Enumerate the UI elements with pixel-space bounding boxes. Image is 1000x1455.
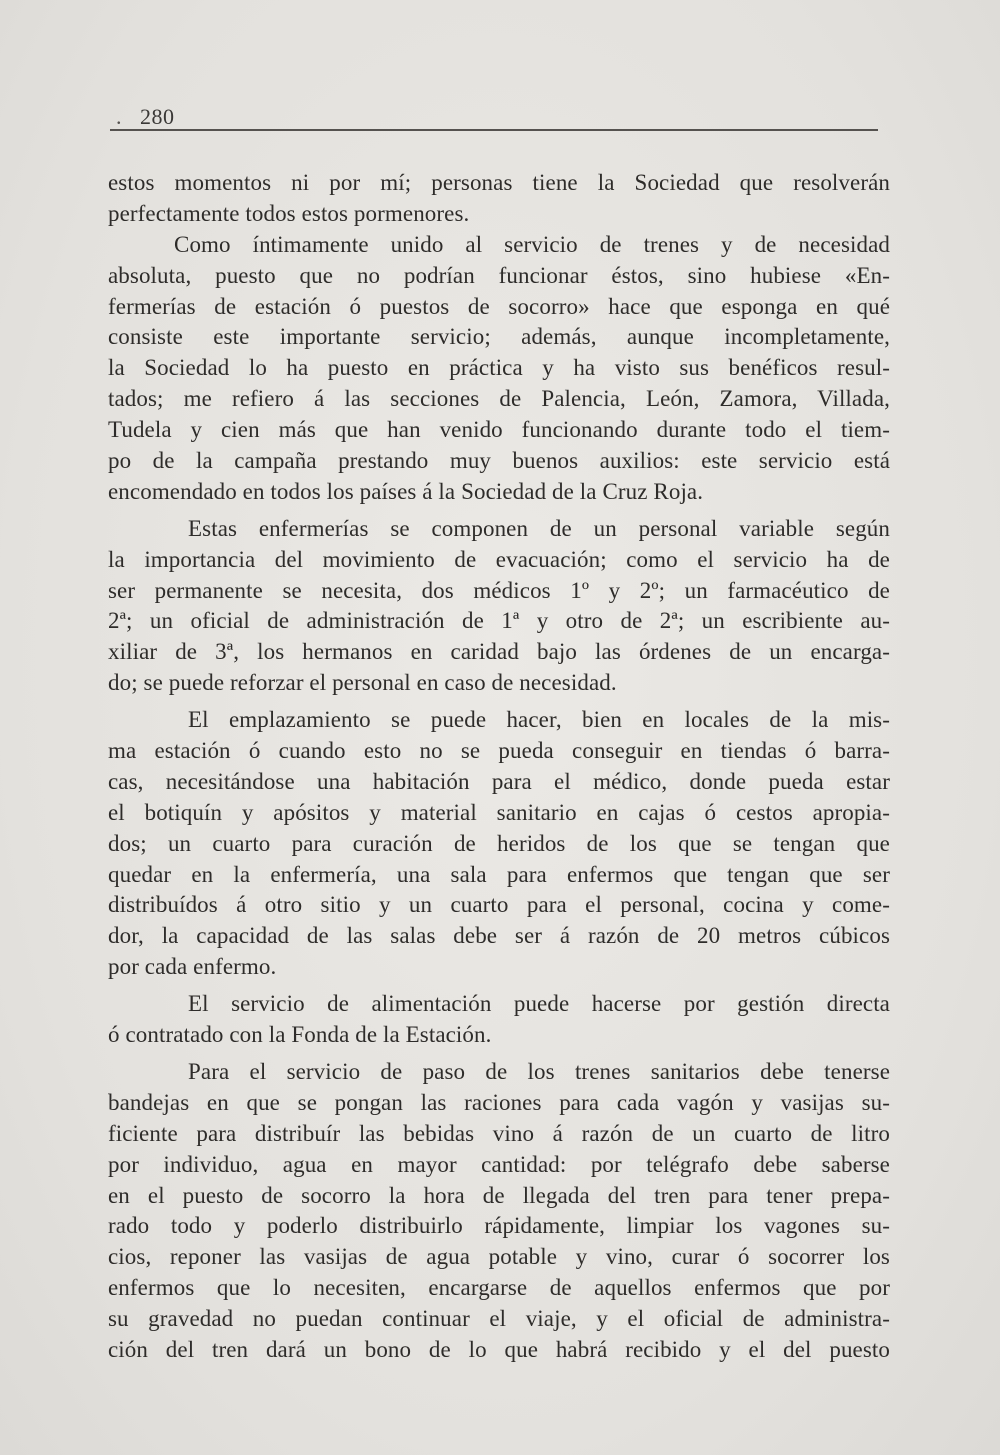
text-line: 2ª; un oficial de administración de 1ª y otro de 2ª; un escribiente au- — [108, 608, 890, 634]
paragraph — [108, 989, 890, 1051]
page-marker: . — [116, 104, 122, 129]
text-line: ma estación ó cuando esto no se pueda conseguir en tiendas ó barra- — [108, 738, 890, 764]
text-line: ó contratado con la Fonda de la Estación. — [108, 1022, 492, 1048]
text-line: por individuo, agua en mayor cantidad: por telégrafo debe saberse — [108, 1151, 890, 1177]
text-line: enfermos que lo necesiten, encargarse de aquellos enfermos que por — [108, 1275, 890, 1301]
text-line: consiste este importante servicio; además, aunque incompletamente, — [108, 324, 890, 350]
text-line: su gravedad no puedan continuar el viaje, y el oficial de administra- — [108, 1306, 890, 1332]
text-line: Como íntimamente unido al servicio de trenes y de necesidad — [174, 231, 890, 257]
text-line: la Sociedad lo ha puesto en práctica y ha visto sus benéficos resul- — [108, 355, 890, 381]
text-line: por cada enfermo. — [108, 954, 277, 980]
body-text — [108, 168, 890, 1366]
text-line: la importancia del movimiento de evacuación; como el servicio ha de — [108, 546, 890, 572]
text-line: xiliar de 3ª, los hermanos en caridad bajo las órdenes de un encarga- — [108, 639, 890, 665]
text-line: dor, la capacidad de las salas debe ser á razón de 20 metros cúbicos — [108, 923, 890, 949]
paragraph — [108, 514, 890, 699]
text-line: po de la campaña prestando muy buenos auxilios: este servicio está — [108, 448, 890, 474]
text-line: ficiente para distribuír las bebidas vino á razón de un cuarto de litro — [108, 1120, 890, 1146]
header-rule — [110, 129, 878, 131]
text-line: Tudela y cien más que han venido funcionando durante todo el tiem- — [108, 417, 890, 443]
paragraph — [108, 230, 890, 508]
text-line: cas, necesitándose una habitación para el médico, donde pueda estar — [108, 768, 890, 794]
text-line: dos; un cuarto para curación de heridos de los que se tengan que — [108, 830, 890, 856]
text-line: Para el servicio de paso de los trenes sanitarios debe tenerse — [188, 1058, 890, 1084]
text-line: Estas enfermerías se componen de un personal variable según — [188, 515, 890, 541]
text-line: El servicio de alimentación puede hacerse por gestión directa — [188, 991, 890, 1017]
paragraph — [108, 705, 890, 983]
text-line: bandejas en que se pongan las raciones para cada vagón y vasijas su- — [108, 1089, 890, 1115]
text-line: fermerías de estación ó puestos de socorro» hace que esponga en qué — [108, 293, 890, 319]
text-line: rado todo y poderlo distribuirlo rápidamente, limpiar los vagones su- — [108, 1213, 890, 1239]
text-line: do; se puede reforzar el personal en caso de necesidad. — [108, 670, 617, 696]
text-line: quedar en la enfermería, una sala para enfermos que tengan que ser — [108, 861, 890, 887]
text-line: cios, reponer las vasijas de agua potable y vino, curar ó socorrer los — [108, 1244, 890, 1270]
text-line: absoluta, puesto que no podrían funcionar éstos, sino hubiese «En- — [108, 262, 890, 288]
text-line: El emplazamiento se puede hacer, bien en locales de la mis- — [188, 707, 890, 733]
text-line: perfectamente todos estos pormenores. — [108, 200, 470, 226]
text-line: en el puesto de socorro la hora de llegada del tren para tener prepa- — [108, 1182, 890, 1208]
text-line: el botiquín y apósitos y material sanitario en cajas ó cestos apropia- — [108, 799, 890, 825]
paragraph — [108, 1057, 890, 1366]
text-line: distribuídos á otro sitio y un cuarto para el personal, cocina y come- — [108, 892, 890, 918]
page-number: 280 — [140, 104, 175, 129]
text-line: tados; me refiero á las secciones de Palencia, León, Zamora, Villada, — [108, 386, 890, 412]
paragraph — [108, 168, 890, 230]
text-line: encomendado en todos los países á la Sociedad de la Cruz Roja. — [108, 478, 704, 504]
text-line: ción del tren dará un bono de lo que habrá recibido y el del puesto — [108, 1336, 890, 1362]
text-line: estos momentos ni por mí; personas tiene la Sociedad que resolverán — [108, 170, 890, 195]
text-line: ser permanente se necesita, dos médicos 1º y 2º; un farmacéutico de — [108, 577, 890, 603]
